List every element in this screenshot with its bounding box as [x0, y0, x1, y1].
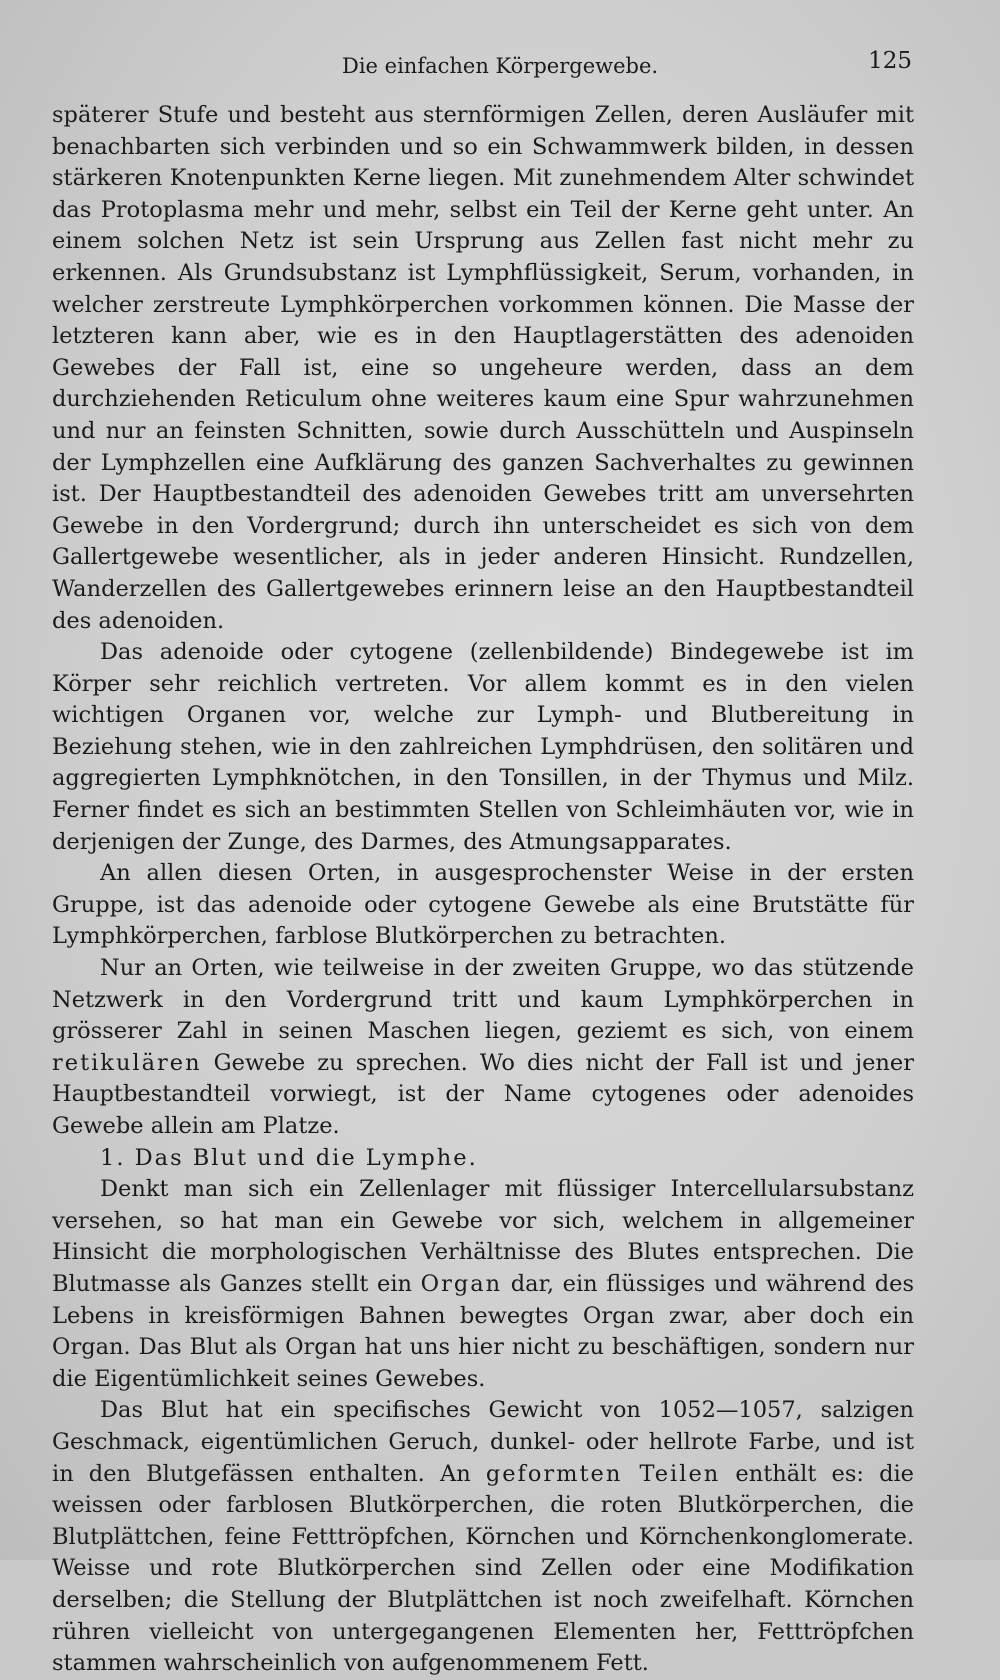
paragraph-3: An allen diesen Orten, in ausgesprochenster Weise in der ersten Gruppe, ist das adenoide oder cytogene Gewebe als eine Brutstätte für Lymphkörperchen, farblose Blutkörperchen zu betrachten. [52, 860, 914, 950]
body-text [52, 100, 914, 1680]
page-number: 125 [868, 48, 912, 74]
paragraph-5-text-a: Denkt man sich ein Zellenlager mit flüssiger Intercellularsubstanz versehen, so hat man ein Gewebe vor sich, welchem in allgemeiner Hinsicht die morphologischen Verhältnisse des Blutes entsprechen. Die Blutmasse als Ganzes stellt ein [52, 1176, 914, 1297]
paragraph-5-text-b: dar, ein flüssiges und während des Lebens in kreisförmigen Bahnen bewegtes Organ zwar, aber doch ein Organ. Das Blut als Organ hat uns hier nicht zu beschäftigen, sondern nur die Eigentümlichkeit seines Gewebes. [52, 1270, 914, 1392]
running-title: Die einfachen Körpergewebe. [342, 54, 659, 78]
paragraph-4 [52, 953, 914, 1143]
paragraph-5 [52, 1174, 914, 1395]
paragraph-2: Das adenoide oder cytogene (zellenbildende) Bindegewebe ist im Körper sehr reichlich vertreten. Vor allem kommt es in den vielen wichtigen Organen vor, welche zur Lymph- und Blutbereitung in Beziehung stehen, wie in den zahlreichen Lymphdrüsen, den solitären und aggregierten Lymphknötchen, in den Tonsillen, in der Thymus und Milz. Ferner findet es sich an bestimmten Stellen von Schleimhäuten vor, wie in derjenigen der Zunge, des Darmes, des Atmungsapparates. [52, 639, 914, 855]
paragraph-4-text-b: Gewebe zu sprechen. Wo dies nicht der Fall ist und jener Hauptbestandteil vorwiegt, ist der Name cytogenes oder adenoides Gewebe allein am Platze. [52, 1049, 914, 1139]
paragraph-4-text-a: Nur an Orten, wie teilweise in der zweiten Gruppe, wo das stützende Netzwerk in den Vordergrund tritt und kaum Lymphkörperchen in grösserer Zahl in seinen Maschen liegen, geziemt es sich, von einem [52, 955, 914, 1045]
paragraph-1: späterer Stufe und besteht aus sternförmigen Zellen, deren Ausläufer mit benachbarten sich verbinden und so ein Schwammwerk bilden, in dessen stärkeren Knotenpunkten Kerne liegen. Mit zunehmendem Alter schwindet das Protoplasma mehr und mehr, selbst ein Teil der Kerne geht unter. An einem solchen Netz ist sein Ursprung aus Zellen fast nicht mehr zu erkennen. Als Grundsubstanz ist Lymphflüssigkeit, Serum, vorhanden, in welcher zerstreute Lymphkörperchen vorkommen können. Die Masse der letzteren kann aber, wie es in den Hauptlagerstätten des adenoiden Gewebes der Fall ist, eine so ungeheure werden, dass an dem durchziehenden Reticulum ohne weiteres kaum eine Spur wahrzunehmen und nur an feinsten Schnitten, sowie durch Ausschütteln und Auspinseln der Lymphzellen eine Aufklärung des ganzen Sachverhaltes zu gewinnen ist. Der Hauptbestandteil des adenoiden Gewebes tritt am unversehrten Gewebe in den Vordergrund; durch ihn unterscheidet es sich von dem Gallertgewebe wesentlicher, als in jeder anderen Hinsicht. Rundzellen, Wanderzellen des Gallertgewebes erinnern leise an den Hauptbestandteil des adenoiden. [52, 102, 914, 634]
paragraph-6-text-b: enthält es: die weissen oder farblosen Blutkörperchen, die roten Blutkörperchen, die Blutplättchen, feine Fetttröpfchen, Körnchen und Körnchenkonglomerate. Weisse und rote Blutkörperchen sind Zellen oder eine Modifikation derselben; die Stellung der Blutplättchen ist noch zweifelhaft. Körnchen rühren vielleicht von untergegangenen Elementen her, Fetttröpfchen stammen wahrscheinlich von aufgenommenem Fett. [52, 1460, 914, 1677]
emphasis-retikulaeren: retikulären [52, 1049, 202, 1076]
page-header [52, 48, 912, 84]
section-heading: 1. Das Blut und die Lymphe. [100, 1144, 478, 1171]
paragraph-6-text-a: Das Blut hat ein specifisches Gewicht von 1052—1057, salzigen Geschmack, eigentümlichen Geruch, dunkel- oder hellrote Farbe, und ist in den Blutgefässen enthalten. An [52, 1397, 914, 1487]
emphasis-organ: Organ [420, 1270, 503, 1297]
emphasis-geformten-teilen: geformten Teilen [485, 1460, 721, 1487]
paragraph-6 [52, 1395, 914, 1679]
